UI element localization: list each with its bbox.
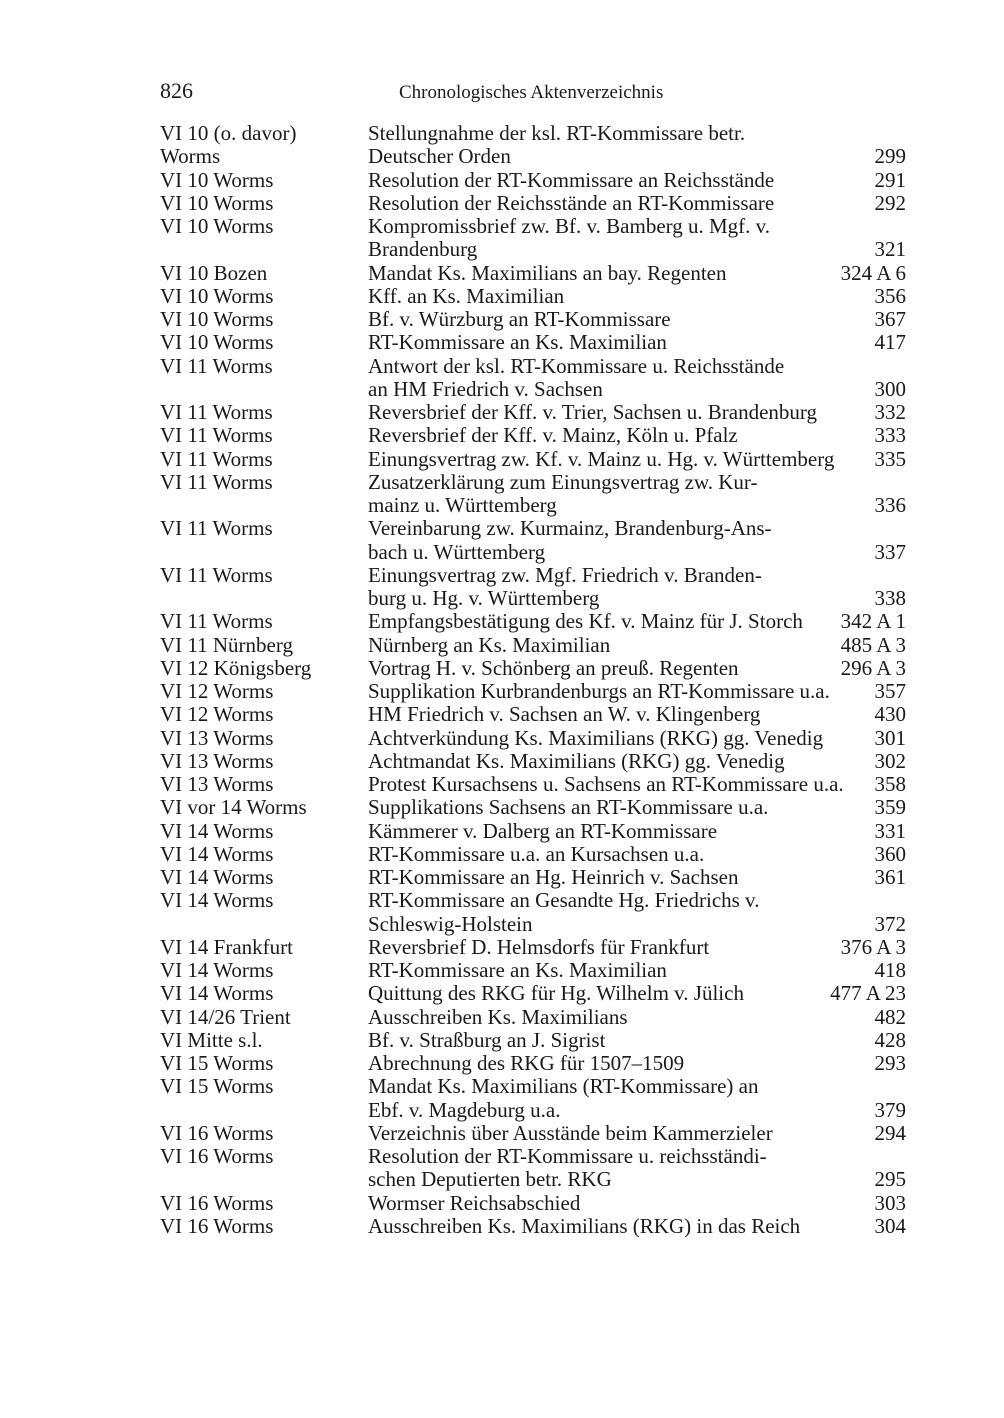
entry-reference: 301 (874, 725, 906, 750)
entry-reference: 324 A 6 (840, 260, 906, 285)
entry-row (160, 1192, 906, 1215)
entry-text-line (368, 262, 906, 285)
entry-text: bach u. Württemberg (368, 539, 546, 564)
entry-row (160, 982, 906, 1005)
entry-text: Reversbrief der Kff. v. Trier, Sachsen u. Brandenburg (368, 400, 818, 424)
entry-text-line (368, 517, 906, 540)
entry-text: Kämmerer v. Dalberg an RT-Kommissare (368, 818, 718, 843)
entry-reference: 428 (874, 1027, 906, 1052)
entry-row (160, 703, 906, 726)
entry-reference: 338 (874, 586, 906, 610)
entry-text-line (368, 1052, 906, 1075)
entry-row (160, 448, 906, 471)
entry-text-line (368, 331, 906, 354)
entry-text-line (368, 913, 906, 936)
entry-date-line: VI 10 Worms (160, 330, 274, 355)
entry-description (368, 1192, 906, 1215)
entry-date (160, 215, 365, 238)
entry-date-line: VI 10 Worms (160, 283, 274, 308)
entry-description (368, 610, 906, 633)
entry-reference: 482 (874, 1004, 906, 1029)
entry-text: Schleswig-Holstein (368, 911, 533, 936)
entry-text-line (368, 192, 906, 215)
entry-description (368, 262, 906, 285)
entry-text-line (368, 820, 906, 843)
entry-text: Empfangsbestätigung des Kf. v. Mainz für J. Storch (368, 609, 803, 634)
entry-description (368, 122, 906, 169)
entry-reference: 372 (874, 911, 906, 936)
entry-row (160, 331, 906, 354)
entry-reference: 376 A 3 (840, 934, 906, 959)
entry-row (160, 959, 906, 982)
entry-text-line (368, 982, 906, 1005)
entry-description (368, 820, 906, 843)
entry-text: Ebf. v. Magdeburg u.a. (368, 1097, 561, 1122)
entry-description (368, 982, 906, 1005)
entry-date-line: VI 14 Worms (160, 981, 274, 1006)
entry-date (160, 1122, 365, 1145)
entry-reference: 477 A 23 (830, 981, 906, 1006)
entry-date (160, 285, 365, 308)
entry-reference: 303 (874, 1190, 906, 1215)
entry-text: Ausschreiben Ks. Maximilians (RKG) in das Reich (368, 1213, 801, 1238)
entry-text-line (368, 1029, 906, 1052)
entry-text: Einungsvertrag zw. Mgf. Friedrich v. Branden- (368, 562, 762, 587)
entry-date-line: VI 16 Worms (160, 1190, 274, 1215)
entry-description (368, 727, 906, 750)
entry-row (160, 843, 906, 866)
entry-text: Nürnberg an Ks. Maximilian (368, 632, 611, 657)
entry-reference: 333 (874, 423, 906, 448)
entry-date-line: VI 14 Worms (160, 841, 274, 866)
entry-text: RT-Kommissare u.a. an Kursachsen u.a. (368, 841, 705, 866)
entry-row (160, 401, 906, 424)
entry-date (160, 169, 365, 192)
entry-list (160, 122, 906, 1238)
entry-row (160, 1145, 906, 1192)
entry-reference: 299 (874, 144, 906, 169)
entry-date-line: VI 11 Nürnberg (160, 632, 293, 657)
entry-date (160, 936, 365, 959)
entry-date-line: VI 11 Worms (160, 562, 273, 587)
entry-date-line: VI 12 Königsberg (160, 655, 312, 680)
entry-description (368, 959, 906, 982)
entry-reference: 294 (874, 1120, 906, 1145)
entry-description (368, 1006, 906, 1029)
entry-row (160, 1029, 906, 1052)
entry-description (368, 564, 906, 611)
entry-date-line: VI 13 Worms (160, 748, 274, 773)
entry-reference: 331 (874, 818, 906, 843)
entry-reference: 291 (874, 167, 906, 192)
entry-reference: 332 (874, 400, 906, 424)
entry-date (160, 703, 365, 726)
entry-date (160, 610, 365, 633)
entry-text: Supplikation Kurbrandenburgs an RT-Kommissare u.a. (368, 679, 830, 703)
entry-text-line (368, 378, 906, 401)
entry-row (160, 262, 906, 285)
entry-date-line: VI 12 Worms (160, 679, 274, 703)
entry-date-line: VI 14 Worms (160, 818, 274, 843)
entry-text: Supplikations Sachsens an RT-Kommissare u.a. (368, 795, 769, 820)
entry-date-line: VI 13 Worms (160, 725, 274, 750)
entry-description (368, 1075, 906, 1122)
entry-row (160, 122, 906, 169)
entry-row (160, 820, 906, 843)
entry-text-line (368, 471, 906, 494)
entry-text-line (368, 169, 906, 192)
entry-description (368, 703, 906, 726)
entry-reference: 358 (874, 772, 906, 796)
entry-date (160, 1192, 365, 1215)
entry-date (160, 401, 365, 424)
entry-row (160, 564, 906, 611)
entry-description (368, 192, 906, 215)
entry-text: schen Deputierten betr. RKG (368, 1167, 612, 1192)
entry-description (368, 657, 906, 680)
entry-text-line (368, 215, 906, 238)
entry-text-line (368, 587, 906, 610)
entry-date-line: VI 16 Worms (160, 1144, 274, 1168)
entry-reference: 321 (874, 237, 906, 262)
entry-reference: 336 (874, 493, 906, 517)
entry-row (160, 866, 906, 889)
entry-row (160, 1052, 906, 1075)
entry-text: Wormser Reichsabschied (368, 1190, 581, 1215)
entry-text: Resolution der RT-Kommissare an Reichsstände (368, 167, 775, 192)
entry-date-line: VI 11 Worms (160, 609, 273, 634)
entry-reference: 302 (874, 748, 906, 773)
entry-text-line (368, 122, 906, 145)
entry-date (160, 1075, 365, 1098)
entry-date (160, 308, 365, 331)
entry-description (368, 1029, 906, 1052)
entry-reference: 356 (874, 283, 906, 308)
entry-date-line: VI 14 Worms (160, 958, 274, 982)
entry-text: Vortrag H. v. Schönberg an preuß. Regenten (368, 655, 739, 680)
entry-date-line: VI 15 Worms (160, 1051, 274, 1075)
entry-date-line: VI 10 Worms (160, 167, 274, 192)
entry-text-line (368, 936, 906, 959)
entry-reference: 367 (874, 307, 906, 331)
entry-row (160, 727, 906, 750)
entry-text: Quittung des RKG für Hg. Wilhelm v. Jülich (368, 981, 744, 1006)
entry-description (368, 680, 906, 703)
entry-text-line (368, 401, 906, 424)
entry-row (160, 424, 906, 447)
entry-text: Reversbrief der Kff. v. Mainz, Köln u. Pfalz (368, 423, 738, 448)
entry-row (160, 657, 906, 680)
entry-row (160, 796, 906, 819)
entry-date-line: VI 13 Worms (160, 772, 274, 796)
entry-text-line (368, 308, 906, 331)
entry-row (160, 169, 906, 192)
entry-date (160, 634, 365, 657)
entry-reference: 295 (874, 1167, 906, 1192)
entry-description (368, 471, 906, 518)
entry-reference: 300 (874, 376, 906, 401)
entry-date (160, 1145, 365, 1168)
entry-reference: 418 (874, 958, 906, 982)
entry-date-line: VI 10 Worms (160, 190, 274, 215)
entry-date (160, 843, 365, 866)
entry-date-line: VI 15 Worms (160, 1074, 274, 1099)
entry-text: Achtverkündung Ks. Maximilians (RKG) gg. Venedig (368, 725, 824, 750)
entry-row (160, 889, 906, 936)
entry-reference: 361 (874, 865, 906, 889)
entry-date-line: VI 16 Worms (160, 1213, 274, 1238)
entry-description (368, 1122, 906, 1145)
entry-date (160, 424, 365, 447)
entry-description (368, 401, 906, 424)
entry-reference: 360 (874, 841, 906, 866)
entry-text: Kff. an Ks. Maximilian (368, 283, 565, 308)
entry-text: Deutscher Orden (368, 144, 511, 169)
entry-description (368, 634, 906, 657)
entry-date (160, 773, 365, 796)
entry-row (160, 471, 906, 518)
entry-date-line: VI 14 Worms (160, 888, 274, 913)
entry-description (368, 308, 906, 331)
entry-text-line (368, 238, 906, 261)
entry-text: burg u. Hg. v. Württemberg (368, 586, 600, 610)
entry-description (368, 936, 906, 959)
entry-date (160, 471, 365, 494)
entry-reference: 379 (874, 1097, 906, 1122)
entry-reference: 485 A 3 (840, 632, 906, 657)
entry-description (368, 773, 906, 796)
entry-text: Zusatzerklärung zum Einungsvertrag zw. Kur- (368, 469, 758, 494)
entry-text: RT-Kommissare an Ks. Maximilian (368, 958, 667, 982)
entry-text: RT-Kommissare an Hg. Heinrich v. Sachsen (368, 865, 739, 889)
entry-text-line (368, 355, 906, 378)
entry-reference: 357 (874, 679, 906, 703)
entry-text: RT-Kommissare an Gesandte Hg. Friedrichs v. (368, 888, 760, 913)
entry-date (160, 889, 365, 912)
entry-date (160, 192, 365, 215)
entry-text-line (368, 1006, 906, 1029)
entry-date (160, 657, 365, 680)
entry-date-line: VI 11 Worms (160, 446, 273, 471)
entry-text: HM Friedrich v. Sachsen an W. v. Klingenberg (368, 702, 761, 727)
entry-description (368, 843, 906, 866)
entry-date (160, 355, 365, 378)
entry-text: Resolution der Reichsstände an RT-Kommissare (368, 190, 775, 215)
entry-row (160, 285, 906, 308)
entry-text-line (368, 680, 906, 703)
entry-text-line (368, 1099, 906, 1122)
entry-text: Abrechnung des RKG für 1507–1509 (368, 1051, 685, 1075)
entry-reference: 292 (874, 190, 906, 215)
entry-date (160, 1052, 365, 1075)
entry-date-line: VI vor 14 Worms (160, 795, 307, 820)
entry-date-line: VI 10 Bozen (160, 260, 268, 285)
entry-date (160, 982, 365, 1005)
entry-date (160, 866, 365, 889)
entry-text-line (368, 1168, 906, 1191)
entry-reference: 335 (874, 446, 906, 471)
entry-text-line (368, 285, 906, 308)
entry-reference: 293 (874, 1051, 906, 1075)
entry-date (160, 122, 365, 169)
entry-reference: 337 (874, 539, 906, 564)
entry-text-line (368, 1192, 906, 1215)
entry-description (368, 215, 906, 262)
entry-date-line: VI 11 Worms (160, 353, 273, 378)
entry-text: Bf. v. Würzburg an RT-Kommissare (368, 307, 671, 331)
entry-text-line (368, 494, 906, 517)
entry-text-line (368, 773, 906, 796)
entry-text-line (368, 1122, 906, 1145)
entry-date-line: VI 10 Worms (160, 307, 274, 331)
entry-row (160, 680, 906, 703)
entry-row (160, 308, 906, 331)
entry-row (160, 1215, 906, 1238)
entry-date-line: VI 14/26 Trient (160, 1004, 291, 1029)
entry-text: Einungsvertrag zw. Kf. v. Mainz u. Hg. v. Württemberg (368, 446, 835, 471)
entry-reference: 359 (874, 795, 906, 820)
entry-description (368, 796, 906, 819)
entry-row (160, 750, 906, 773)
entry-date-line: VI 12 Worms (160, 702, 274, 727)
entry-reference: 304 (874, 1213, 906, 1238)
entry-row (160, 355, 906, 402)
entry-description (368, 355, 906, 402)
entry-date-line: Worms (160, 144, 221, 169)
entry-description (368, 1052, 906, 1075)
entry-text: mainz u. Württemberg (368, 493, 557, 517)
entry-text-line (368, 145, 906, 168)
entry-text-line (368, 1075, 906, 1098)
entry-text: RT-Kommissare an Ks. Maximilian (368, 330, 667, 355)
entry-row (160, 517, 906, 564)
entry-date (160, 796, 365, 819)
entry-row (160, 1006, 906, 1029)
entry-reference: 430 (874, 702, 906, 727)
entry-row (160, 215, 906, 262)
entry-description (368, 424, 906, 447)
entry-text-line (368, 1145, 906, 1168)
entry-text-line (368, 564, 906, 587)
entry-text: Verzeichnis über Ausstände beim Kammerzieler (368, 1120, 773, 1145)
entry-date (160, 448, 365, 471)
entry-date-line: VI 16 Worms (160, 1120, 274, 1145)
entry-description (368, 285, 906, 308)
entry-date-line: VI Mitte s.l. (160, 1027, 263, 1052)
entry-description (368, 169, 906, 192)
entry-text-line (368, 657, 906, 680)
entry-row (160, 1122, 906, 1145)
entry-date (160, 680, 365, 703)
entry-text-line (368, 796, 906, 819)
entry-text-line (368, 959, 906, 982)
entry-text: Mandat Ks. Maximilians (RT-Kommissare) an (368, 1074, 759, 1099)
entry-reference: 296 A 3 (840, 655, 906, 680)
entry-date-line: VI 11 Worms (160, 423, 273, 448)
entry-text-line (368, 541, 906, 564)
entry-text: Ausschreiben Ks. Maximilians (368, 1004, 628, 1029)
entry-date (160, 1215, 365, 1238)
entry-date (160, 727, 365, 750)
entry-date-line: VI 10 (o. davor) (160, 121, 297, 145)
entry-date (160, 262, 365, 285)
entry-text: Antwort der ksl. RT-Kommissare u. Reichsstände (368, 353, 785, 378)
entry-description (368, 889, 906, 936)
entry-description (368, 1145, 906, 1192)
entry-description (368, 448, 906, 471)
entry-text: Vereinbarung zw. Kurmainz, Brandenburg-Ans- (368, 516, 772, 541)
entry-description (368, 331, 906, 354)
page-number: 826 (160, 78, 193, 103)
entry-row (160, 192, 906, 215)
entry-date-line: VI 11 Worms (160, 400, 273, 424)
entry-text-line (368, 866, 906, 889)
entry-reference: 342 A 1 (840, 609, 906, 634)
entry-text-line (368, 750, 906, 773)
entry-text: Kompromissbrief zw. Bf. v. Bamberg u. Mgf. v. (368, 214, 771, 238)
entry-row (160, 1075, 906, 1122)
entry-date (160, 959, 365, 982)
entry-date-line: VI 14 Frankfurt (160, 934, 293, 959)
entry-row (160, 773, 906, 796)
entry-date-line: VI 14 Worms (160, 865, 274, 889)
entry-text: Resolution der RT-Kommissare u. reichsständi- (368, 1144, 767, 1168)
entry-text: Achtmandat Ks. Maximilians (RKG) gg. Venedig (368, 748, 785, 773)
entry-text-line (368, 634, 906, 657)
entry-text-line (368, 703, 906, 726)
entry-date (160, 750, 365, 773)
entry-date (160, 564, 365, 587)
running-head: Chronologisches Aktenverzeichnis (399, 82, 664, 103)
entry-description (368, 866, 906, 889)
entry-description (368, 1215, 906, 1238)
entry-date (160, 331, 365, 354)
entry-text: an HM Friedrich v. Sachsen (368, 376, 603, 401)
entry-text-line (368, 889, 906, 912)
entry-row (160, 936, 906, 959)
entry-text-line (368, 1215, 906, 1238)
entry-text: Mandat Ks. Maximilians an bay. Regenten (368, 260, 727, 285)
entry-reference: 417 (874, 330, 906, 355)
entry-date-line: VI 11 Worms (160, 516, 273, 541)
entry-date (160, 820, 365, 843)
entry-text: Bf. v. Straßburg an J. Sigrist (368, 1027, 606, 1052)
entry-date (160, 1006, 365, 1029)
entry-row (160, 610, 906, 633)
entry-text: Brandenburg (368, 237, 478, 262)
entry-description (368, 517, 906, 564)
entry-text: Reversbrief D. Helmsdorfs für Frankfurt (368, 934, 710, 959)
entry-row (160, 634, 906, 657)
entry-text: Stellungnahme der ksl. RT-Kommissare betr. (368, 121, 746, 145)
entry-text-line (368, 843, 906, 866)
entry-text-line (368, 424, 906, 447)
entry-date (160, 517, 365, 540)
entry-text-line (368, 610, 906, 633)
entry-text-line (368, 727, 906, 750)
entry-text: Protest Kursachsens u. Sachsens an RT-Kommissare u.a. (368, 772, 844, 796)
entry-text-line (368, 448, 906, 471)
entry-date-line: VI 10 Worms (160, 214, 274, 238)
entry-date-line: VI 11 Worms (160, 469, 273, 494)
entry-description (368, 750, 906, 773)
entry-date (160, 1029, 365, 1052)
